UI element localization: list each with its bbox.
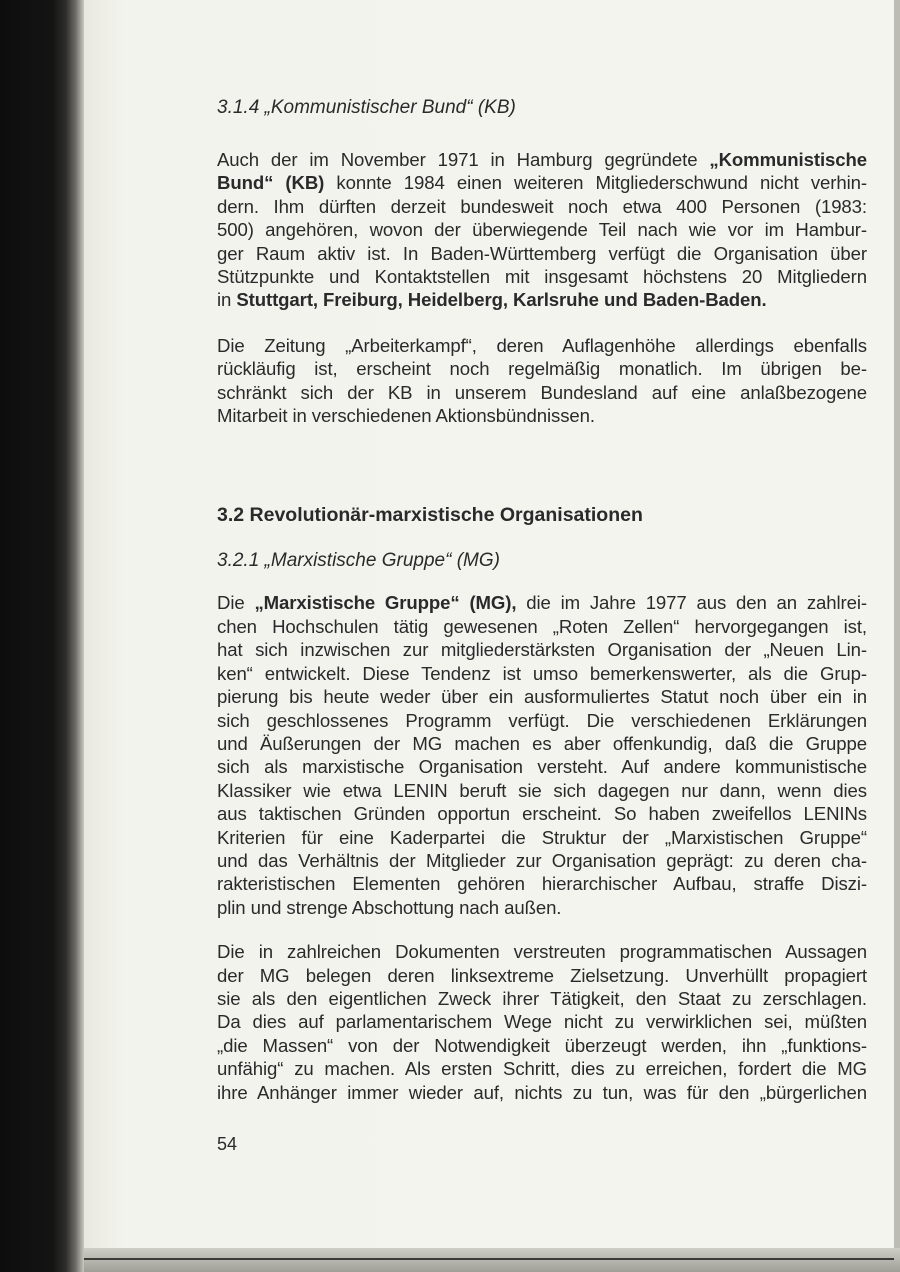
- text-segment: sie als den eigentlichen Zweck ihrer Tätigkeit, den Staat zu zerschlagen.: [217, 987, 867, 1009]
- text-line: [217, 1010, 867, 1033]
- text-line: [217, 987, 867, 1010]
- subsection-title-kb: 3.1.4 „Kommunistischer Bund“ (KB): [217, 97, 516, 118]
- page-number: 54: [217, 1134, 238, 1154]
- text-segment: sich geschlossenes Programm verfügt. Die verschiedenen Erklärungen: [217, 709, 867, 731]
- text-segment: plin und strenge Abschottung nach außen.: [217, 896, 562, 918]
- text-segment: 500) angehören, wovon der überwiegende Teil nach wie vor im Hambur-: [217, 219, 867, 241]
- text-line: [217, 709, 867, 732]
- text-segment: Kriterien für eine Kaderpartei die Struktur der „Marxistischen Gruppe“: [217, 826, 867, 848]
- text-line: [217, 849, 867, 872]
- text-line: [217, 940, 867, 963]
- text-segment: sich als marxistische Organisation versteht. Auf andere kommunistische: [217, 756, 867, 778]
- text-segment: Mitarbeit in verschiedenen Aktionsbündnissen.: [217, 405, 595, 427]
- text-line: [217, 381, 867, 404]
- text-segment: Die in zahlreichen Dokumenten verstreuten programmatischen Aussagen: [217, 941, 867, 963]
- text-segment: die im Jahre 1977 aus den an zahlrei-: [516, 592, 867, 614]
- text-segment: in: [217, 289, 237, 311]
- text-segment: „die Massen“ von der Notwendigkeit überzeugt werden, ihn „funktions-: [217, 1034, 867, 1056]
- text-segment: rückläufig ist, erscheint noch regelmäßig monatlich. Im übrigen be-: [217, 358, 867, 380]
- text-line: [217, 242, 867, 265]
- text-line: [217, 802, 867, 825]
- text-line: [217, 195, 867, 218]
- text-segment: pierung bis heute weder über ein ausformuliertes Statut noch über ein in: [217, 686, 867, 708]
- text-line: [217, 148, 867, 171]
- text-line: [217, 404, 867, 427]
- paragraph-kb-2: [217, 334, 867, 428]
- bold-text: Bund“ (KB): [217, 172, 325, 194]
- text-segment: und Äußerungen der MG machen es aber offenkundig, daß die Gruppe: [217, 732, 867, 754]
- page-bottom-line: [84, 1258, 894, 1260]
- text-line: [217, 334, 867, 357]
- text-segment: ihre Anhänger immer wieder auf, nichts zu tun, was für den „bürgerlichen: [217, 1081, 867, 1103]
- bold-text: Stuttgart, Freiburg, Heidelberg, Karlsruhe und Baden-Baden.: [236, 289, 767, 311]
- text-line: [217, 662, 867, 685]
- bold-text: „Kommunistische: [709, 149, 867, 170]
- text-line: [217, 872, 867, 895]
- section-heading-revolutionaer: 3.2 Revolutionär-marxistische Organisationen: [217, 504, 643, 527]
- text-segment: unfähig“ zu machen. Als ersten Schritt, dies zu erreichen, fordert die MG: [217, 1058, 867, 1080]
- text-line: [217, 755, 867, 778]
- text-segment: Stützpunkte und Kontaktstellen mit insgesamt höchstens 20 Mitgliedern: [217, 266, 867, 288]
- text-line: [217, 964, 867, 987]
- paragraph-mg-2: [217, 940, 867, 1104]
- page-edge-right: [894, 0, 900, 1272]
- text-line: [217, 1081, 867, 1104]
- text-line: [217, 265, 867, 288]
- text-segment: ken“ entwickelt. Diese Tendenz ist umso bemerkenswerter, als die Grup-: [217, 662, 867, 684]
- text-segment: schränkt sich der KB in unserem Bundesland auf eine anlaßbezogene: [217, 381, 867, 403]
- text-line: [217, 638, 867, 661]
- text-line: [217, 896, 867, 919]
- text-segment: chen Hochschulen tätig gewesenen „Roten Zellen“ hervorgegangen ist,: [217, 615, 867, 637]
- text-segment: Die: [217, 592, 255, 614]
- paragraph-kb-1: [217, 148, 867, 312]
- subsection-title-mg: 3.2.1 „Marxistische Gruppe“ (MG): [217, 550, 500, 572]
- text-segment: ger Raum aktiv ist. In Baden-Württemberg verfügt die Organisation über: [217, 242, 867, 264]
- text-segment: aus taktischen Gründen opportun erscheint. So haben zweifellos LENINs: [217, 803, 867, 825]
- book-spine-shadow: [0, 0, 84, 1272]
- text-line: [217, 685, 867, 708]
- paragraph-mg-1: [217, 591, 867, 919]
- text-segment: Auch der im November 1971 in Hamburg gegründete: [217, 149, 710, 170]
- text-line: [217, 357, 867, 380]
- text-line: [217, 288, 867, 311]
- page-edge-bottom: [84, 1248, 900, 1272]
- page-content: [217, 96, 867, 1104]
- bold-text: „Marxistische Gruppe“ (MG),: [254, 592, 517, 614]
- text-line: [217, 218, 867, 241]
- text-line: [217, 591, 867, 614]
- text-segment: der MG belegen deren linksextreme Zielsetzung. Unverhüllt propagiert: [217, 964, 867, 986]
- text-segment: konnte 1984 einen weiteren Mitgliederschwund nicht verhin-: [324, 172, 867, 194]
- text-line: [217, 1034, 867, 1057]
- text-segment: rakteristischen Elementen gehören hierarchischer Aufbau, straffe Diszi-: [217, 873, 867, 895]
- text-line: [217, 826, 867, 849]
- text-line: [217, 1057, 867, 1080]
- text-line: [217, 171, 867, 194]
- text-segment: Die Zeitung „Arbeiterkampf“, deren Auflagenhöhe allerdings ebenfalls: [217, 334, 867, 356]
- text-line: [217, 732, 867, 755]
- text-segment: Da dies auf parlamentarischem Wege nicht zu verwirklichen sei, müßten: [217, 1011, 867, 1033]
- text-line: [217, 779, 867, 802]
- text-segment: Klassiker wie etwa LENIN beruft sie sich dagegen nur dann, wenn dies: [217, 779, 867, 801]
- text-segment: hat sich inzwischen zur mitgliederstärksten Organisation der „Neuen Lin-: [217, 639, 867, 661]
- text-segment: und das Verhältnis der Mitglieder zur Organisation geprägt: zu deren cha-: [217, 849, 867, 871]
- text-line: [217, 615, 867, 638]
- text-segment: dern. Ihm dürften derzeit bundesweit noch etwa 400 Personen (1983:: [217, 195, 867, 217]
